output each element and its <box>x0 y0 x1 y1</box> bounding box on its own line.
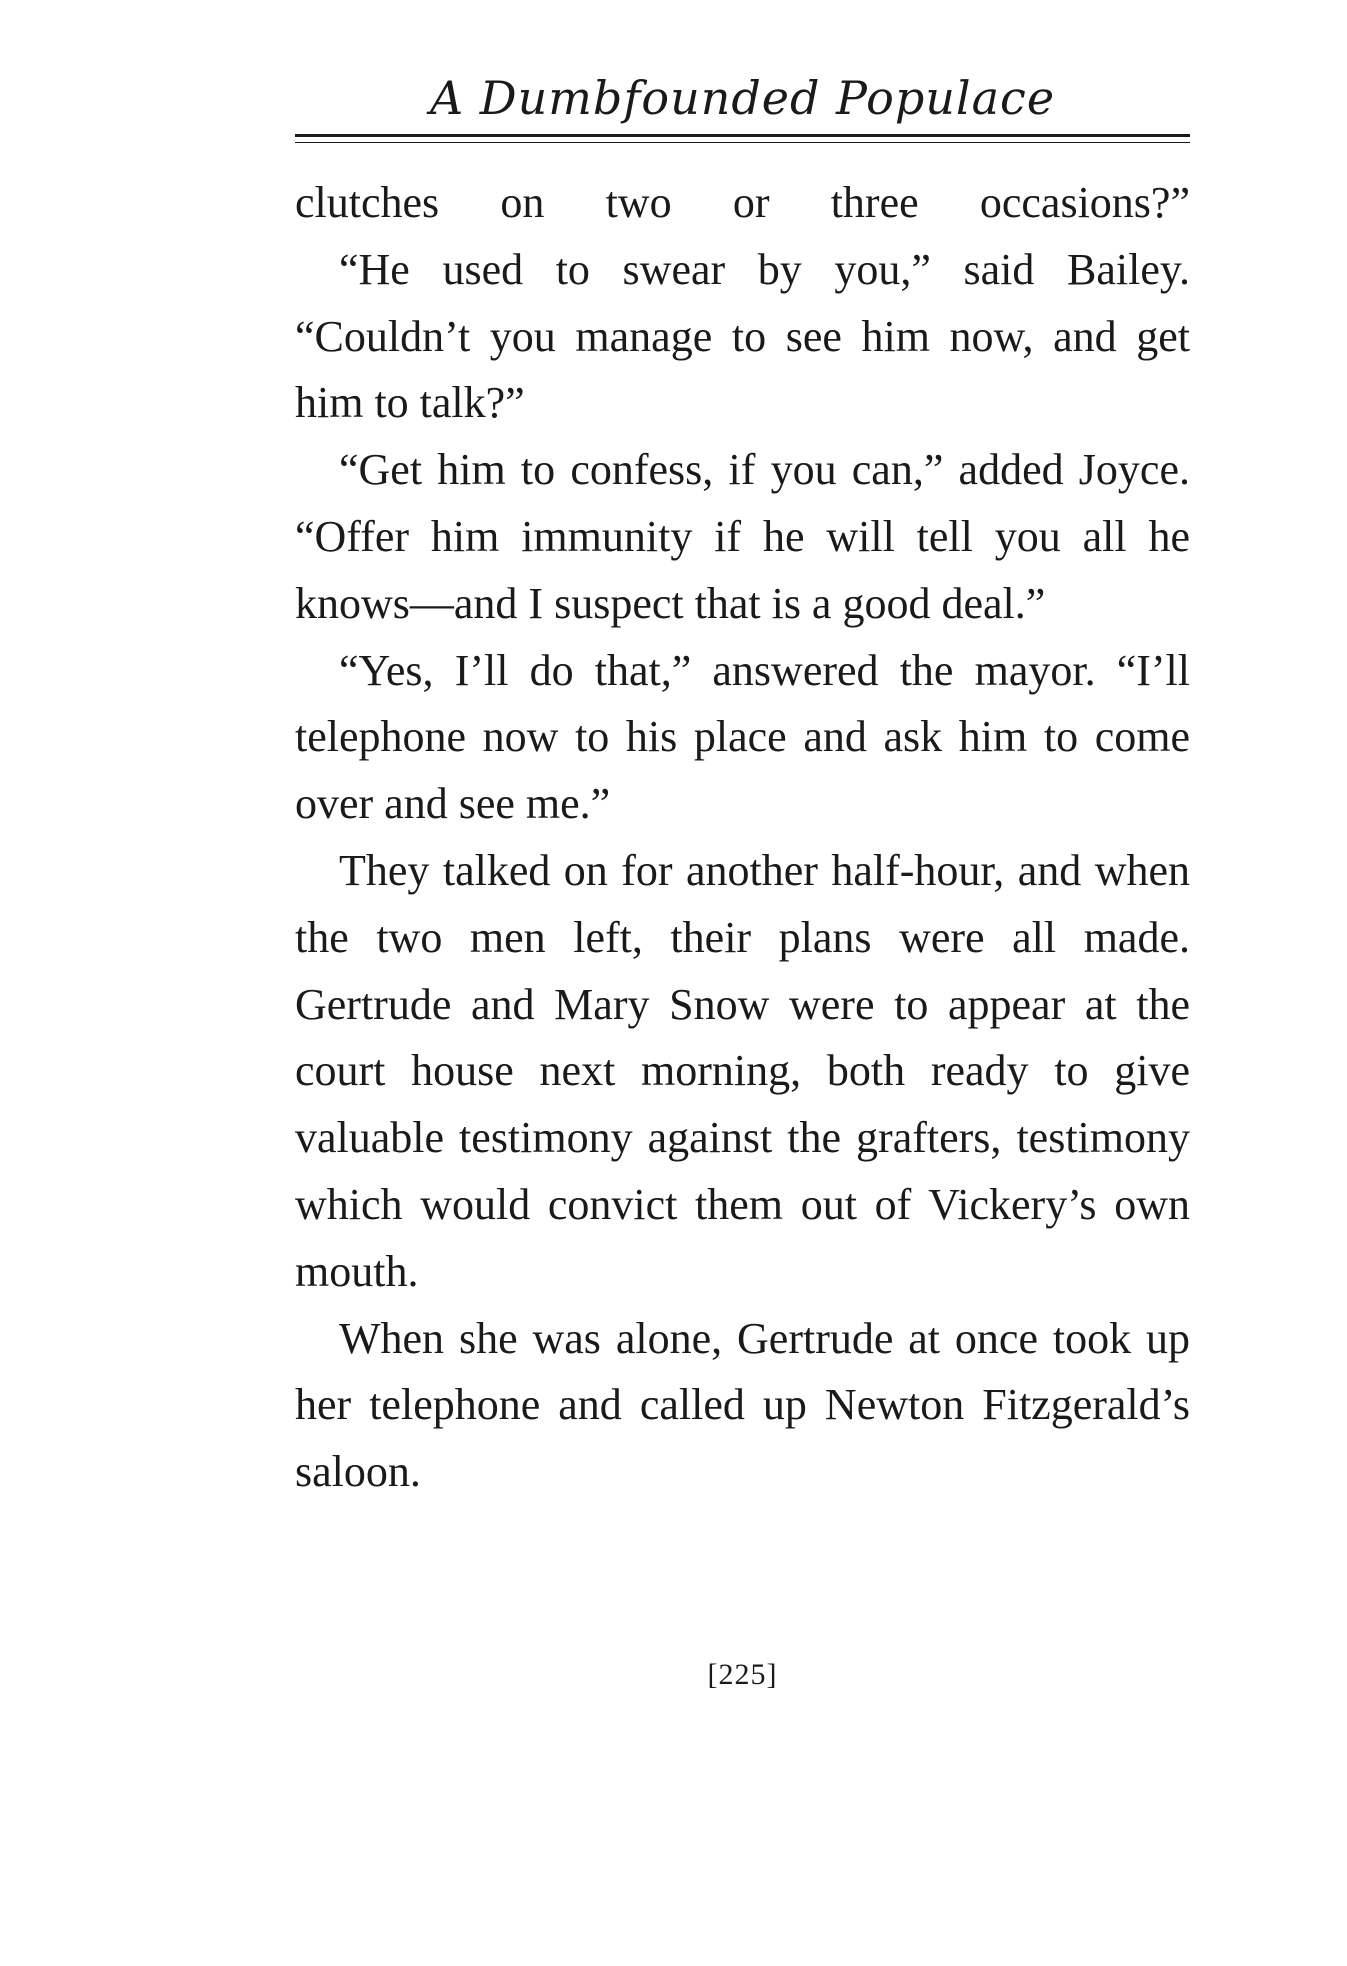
header-rule-thick <box>295 134 1190 137</box>
paragraph-telephone: When she was alone, Gertrude at once took up her telephone and called up Newton Fitzgerald’s saloon. <box>295 1313 1190 1497</box>
paragraph-plans: They talked on for another half-hour, and when the two men left, their plans were all made. Gertrude and Mary Snow were to appear at the court house next morning, both ready to give valuable testimony against the grafters, testimony which would convict them out of Vickery’s own mouth. <box>295 845 1190 1296</box>
paragraph-mayor: “Yes, I’ll do that,” answered the mayor. “I’ll telephone now to his place and ask him to come over and see me.” <box>295 645 1190 829</box>
paragraph-continuation: clutches on two or three occasions?” <box>295 178 1190 227</box>
paragraph-bailey: “He used to swear by you,” said Bailey. “Couldn’t you manage to see him now, and get him to talk?” <box>295 244 1190 428</box>
paragraph-joyce: “Get him to confess, if you can,” added Joyce. “Offer him immunity if he will tell you all he knows—and I suspect that is a good deal.” <box>295 445 1190 628</box>
body-text <box>295 170 1190 1506</box>
page-number: [225] <box>707 1658 778 1691</box>
header-rule-thin <box>295 142 1190 143</box>
running-head: A Dumbfounded Populace <box>429 71 1056 125</box>
